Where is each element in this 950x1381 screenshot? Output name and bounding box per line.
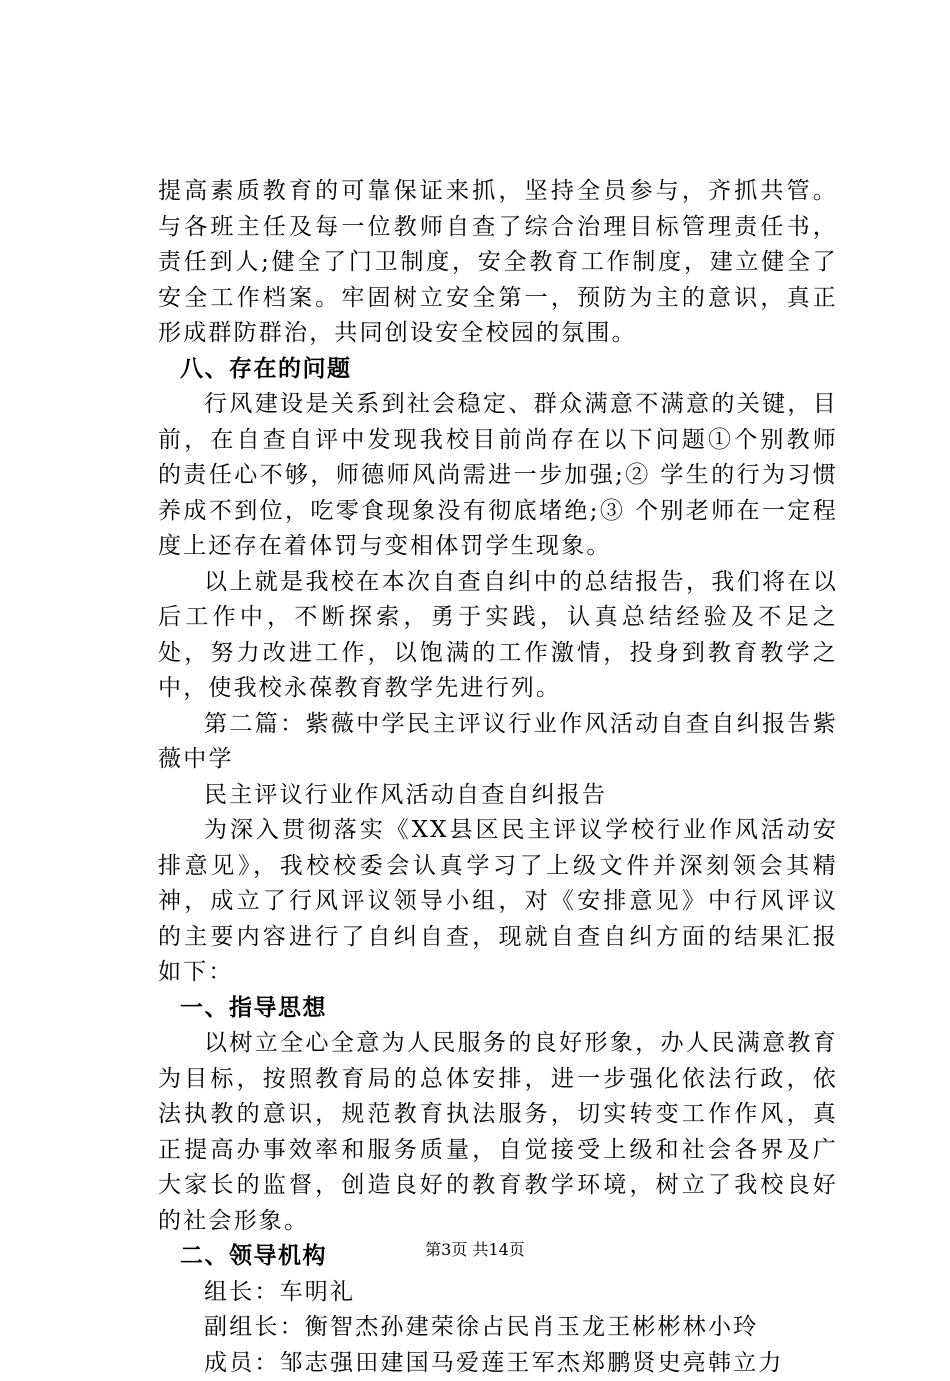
paragraph-problems: 行风建设是关系到社会稳定、群众满意不满意的关键，目前，在自查自评中发现我校目前尚存在以下问题①个别教师的责任心不够，师德师风尚需进一步加强;② 学生的行为习惯养成不到位，吃零食现象没有彻底堵绝;③ 个别老师在一定程度上还存在着体罚与变相体罚学生现象。 <box>158 387 838 565</box>
paragraph-safety: 提高素质教育的可靠保证来抓，坚持全员参与，齐抓共管。与各班主任及每一位教师自查了综合治理目标管理责任书，责任到人;健全了门卫制度，安全教育工作制度，建立健全了安全工作档案。牢固树立安全第一，预防为主的意识，真正形成群防群治，共同创设安全校园的氛围。 <box>158 174 838 352</box>
heading-leadership: 二、领导机构 <box>158 1239 838 1275</box>
paragraph-intro: 为深入贯彻落实《XX县区民主评议学校行业作风活动安排意见》，我校校委会认真学习了上级文件并深刻领会其精神，成立了行风评议领导小组，对《安排意见》中行风评议的主要内容进行了自纠自查，现就自查自纠方面的结果汇报如下： <box>158 813 838 991</box>
paragraph-second-article-title: 第二篇：紫薇中学民主评议行业作风活动自查自纠报告紫薇中学 <box>158 707 838 778</box>
paragraph-report-subtitle: 民主评议行业作风活动自查自纠报告 <box>158 778 838 814</box>
document-body <box>158 174 838 1381</box>
heading-guiding-thought: 一、指导思想 <box>158 991 838 1027</box>
paragraph-deputy-leaders: 副组长：衡智杰孙建荣徐占民肖玉龙王彬彬林小玲 <box>158 1310 838 1346</box>
heading-problems: 八、存在的问题 <box>158 352 838 388</box>
page-number-footer: 第3页 共14页 <box>0 1240 950 1260</box>
paragraph-guiding-thought: 以树立全心全意为人民服务的良好形象，办人民满意教育为目标，按照教育局的总体安排，进一步强化依法行政，依法执教的意识，规范教育执法服务，切实转变工作作风，真正提高办事效率和服务质量，自觉接受上级和社会各界及广大家长的监督，创造良好的教育教学环境，树立了我校良好的社会形象。 <box>158 1026 838 1239</box>
paragraph-leader: 组长：车明礼 <box>158 1275 838 1311</box>
paragraph-members: 成员：邹志强田建国马爱莲王军杰郑鹏贤史亮韩立力 <box>158 1346 838 1381</box>
paragraph-summary: 以上就是我校在本次自查自纠中的总结报告，我们将在以后工作中，不断探索，勇于实践，认真总结经验及不足之处，努力改进工作，以饱满的工作激情，投身到教育教学之中，使我校永葆教育教学先进行列。 <box>158 565 838 707</box>
